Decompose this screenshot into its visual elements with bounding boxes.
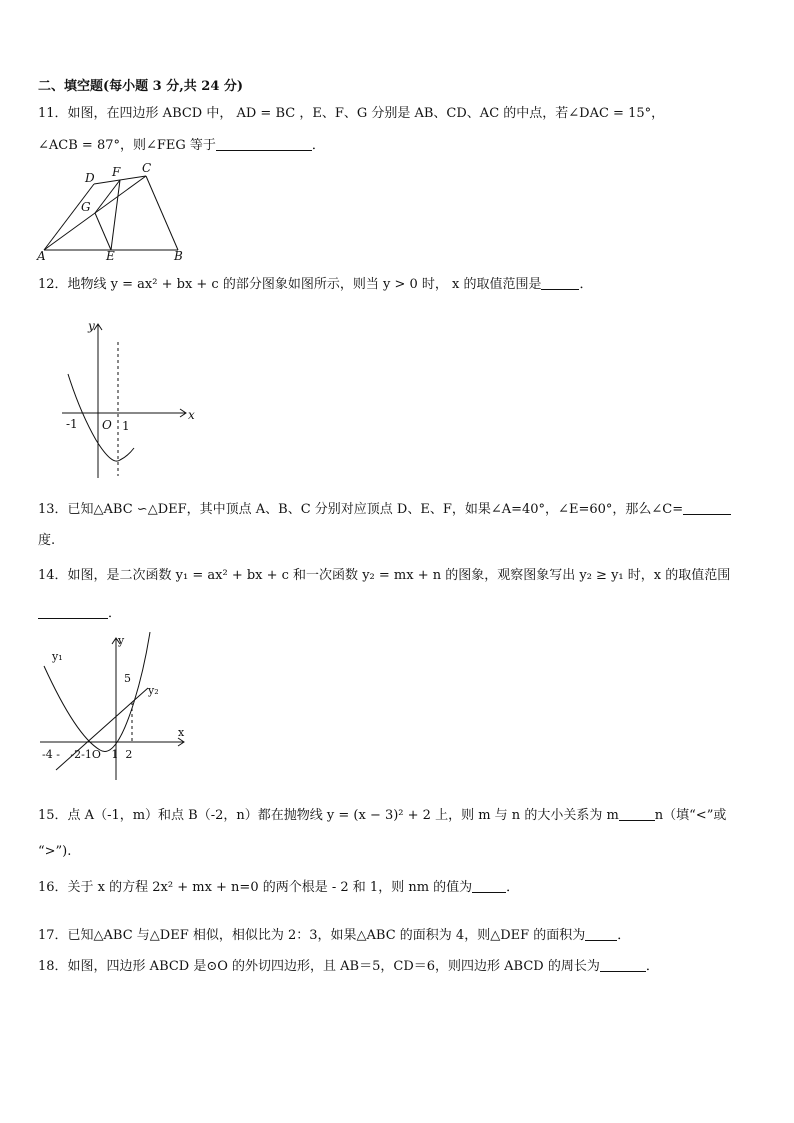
q18-answer-blank[interactable] xyxy=(600,957,646,972)
q11-line2-text: ∠ACB = 87°，则∠FEG 等于 xyxy=(38,138,216,153)
q15-text: 15．点 A（-1，m）和点 B（-2，n）都在抛物线 y = (x − 3)² + 2 上，则 m 与 n 的大小关系为 m xyxy=(38,808,619,823)
q12-parabola xyxy=(68,374,134,461)
q12-end: ． xyxy=(579,277,593,292)
q12-label-y: y xyxy=(88,319,95,333)
q18-end: ． xyxy=(645,959,659,974)
q14-label-y1: y₁ xyxy=(52,650,63,663)
q12-label-1: 1 xyxy=(122,419,130,433)
q14-end: ． xyxy=(108,606,122,621)
q11-seg-EG xyxy=(95,213,111,250)
section-title: 二、填空题(每小题 3 分,共 24 分) xyxy=(38,79,244,94)
q14-line2 xyxy=(38,604,121,623)
q12-label-x: x xyxy=(188,408,195,422)
q11-label-D: D xyxy=(85,171,95,185)
q11-label-G: G xyxy=(81,200,91,214)
q17-answer-blank[interactable] xyxy=(585,926,617,941)
q11-label-F: F xyxy=(112,165,121,179)
q14-line1: 14．如图，是二次函数 y₁ = ax² + bx + c 和一次函数 y₂ = mx + n 的图象，观察图象写出 y₂ ≥ y₁ 时，x 的取值范围 xyxy=(38,568,731,583)
q14-label-y2: y₂ xyxy=(148,684,159,697)
q14-label-ticks: -4 - -2-1O 1 2 xyxy=(42,748,133,761)
q16-answer-blank[interactable] xyxy=(472,878,506,893)
q11-figure xyxy=(36,160,196,262)
q17-end: ． xyxy=(617,928,631,943)
q14-answer-blank[interactable] xyxy=(38,604,108,619)
q15-line1 xyxy=(38,806,726,825)
q11-answer-blank[interactable] xyxy=(216,136,312,151)
q13-line1 xyxy=(38,500,731,519)
q11-line2 xyxy=(38,136,325,155)
q15-line2: “>”). xyxy=(38,844,72,859)
q11-seg-CB xyxy=(146,176,178,250)
q12-label-origin: O xyxy=(102,418,112,432)
q18-line xyxy=(38,957,659,976)
q15-after: n（填“<”或 xyxy=(654,808,727,823)
q11-line1: 11．如图，在四边形 ABCD 中， AD = BC ，E、F、G 分别是 AB、CD、AC 的中点，若∠DAC = 15°， xyxy=(38,106,665,121)
q11-label-A: A xyxy=(37,249,46,262)
q12-figure xyxy=(58,316,208,482)
q14-label-x: x xyxy=(178,726,185,739)
q17-line xyxy=(38,926,630,945)
q13-text: 13．已知△ABC ∽△DEF，其中顶点 A、B、C 分别对应顶点 D、E、F，如果∠A=40°，∠E=60°，那么∠C= xyxy=(38,502,684,517)
q12-line xyxy=(38,275,593,294)
q12-text: 12．地物线 y = ax² + bx + c 的部分图象如图所示，则当 y > 0 时， x 的取值范围是 xyxy=(38,277,542,292)
q13-answer-blank[interactable] xyxy=(683,500,731,515)
q14-figure xyxy=(36,632,196,782)
q18-text: 18．如图，四边形 ABCD 是⊙O 的外切四边形，且 AB＝5，CD＝6，则四边形 ABCD 的周长为 xyxy=(38,959,600,974)
q11-label-C: C xyxy=(142,161,152,175)
q17-text: 17．已知△ABC 与△DEF 相似，相似比为 2：3，如果△ABC 的面积为 4，则△DEF 的面积为 xyxy=(38,928,586,943)
q12-answer-blank[interactable] xyxy=(541,275,579,290)
q15-answer-blank[interactable] xyxy=(619,806,655,821)
q11-label-E: E xyxy=(106,249,115,262)
q12-label-neg1: -1 xyxy=(66,417,78,431)
q16-end: ． xyxy=(506,880,520,895)
q11-label-B: B xyxy=(174,249,183,262)
q16-text: 16．关于 x 的方程 2x² + mx + n=0 的两个根是 - 2 和 1，则 nm 的值为 xyxy=(38,880,473,895)
q11-seg-AD xyxy=(44,184,94,250)
q14-label-y: y xyxy=(118,634,125,647)
q13-line2: 度. xyxy=(38,533,56,548)
q16-line xyxy=(38,878,519,897)
q11-end: ． xyxy=(311,138,325,153)
q14-label-5: 5 xyxy=(124,672,131,685)
